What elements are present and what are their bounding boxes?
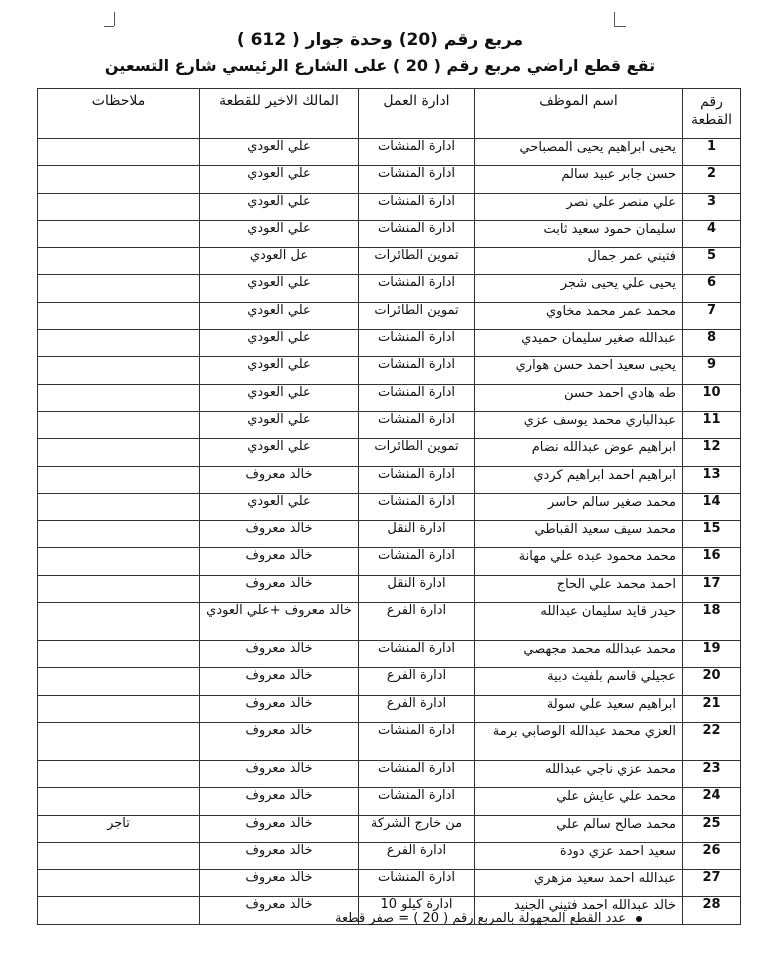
plot-number-cell: 23 [683, 760, 741, 787]
last-owner-cell: خالد معروف [200, 815, 359, 842]
notes-cell [38, 466, 200, 493]
last-owner-cell: علي العودي [200, 302, 359, 329]
last-owner-cell: خالد معروف [200, 870, 359, 897]
plot-number-cell: 25 [683, 815, 741, 842]
employee-name-cell: احمد محمد علي الحاج [475, 575, 683, 602]
plot-number-cell: 6 [683, 275, 741, 302]
employee-name-cell: عبدالباري محمد يوسف عزي [475, 411, 683, 438]
plot-number-cell: 19 [683, 641, 741, 668]
notes-cell [38, 603, 200, 641]
col-last-owner: المالك الاخير للقطعة [200, 89, 359, 139]
employee-name-cell: ابراهيم عوض عبدالله نضام [475, 439, 683, 466]
footnote-text: عدد القطع المجهولة بالمربع رقم ( 20 ) = صفر قطعة [335, 911, 626, 926]
table-row [38, 193, 741, 220]
last-owner-cell: خالد معروف [200, 897, 359, 924]
department-cell: من خارج الشركة [359, 815, 475, 842]
table-row [38, 411, 741, 438]
table-row [38, 722, 741, 760]
employee-name-cell: ابراهيم احمد ابراهيم كردي [475, 466, 683, 493]
last-owner-cell: خالد معروف [200, 641, 359, 668]
last-owner-cell: خالد معروف [200, 695, 359, 722]
department-cell: ادارة كيلو 10 [359, 897, 475, 924]
employee-name-cell: محمد عبدالله محمد مجهصي [475, 641, 683, 668]
last-owner-cell: علي العودي [200, 220, 359, 247]
employee-name-cell: حيدر قايد سليمان عبدالله [475, 603, 683, 641]
department-cell: ادارة المنشات [359, 139, 475, 166]
col-notes: ملاحظات [38, 89, 200, 139]
plot-number-cell: 26 [683, 842, 741, 869]
notes-cell [38, 439, 200, 466]
department-cell: ادارة المنشات [359, 166, 475, 193]
plot-number-cell: 16 [683, 548, 741, 575]
last-owner-cell: خالد معروف [200, 722, 359, 760]
employee-name-cell: طه هادي احمد حسن [475, 384, 683, 411]
notes-cell [38, 330, 200, 357]
plot-number-cell: 22 [683, 722, 741, 760]
employee-name-cell: حسن جابر عبيد سالم [475, 166, 683, 193]
department-cell: ادارة المنشات [359, 220, 475, 247]
plot-number-cell: 10 [683, 384, 741, 411]
employee-name-cell: يحيى سعيد احمد حسن هواري [475, 357, 683, 384]
department-cell: ادارة المنشات [359, 193, 475, 220]
department-cell: ادارة الفرع [359, 842, 475, 869]
last-owner-cell: خالد معروف [200, 548, 359, 575]
notes-cell [38, 275, 200, 302]
employee-name-cell: يحيى ابراهيم يحيى المصباحي [475, 139, 683, 166]
plot-number-cell: 7 [683, 302, 741, 329]
notes-cell [38, 139, 200, 166]
col-employee-name: اسم الموظف [475, 89, 683, 139]
notes-cell [38, 870, 200, 897]
employee-name-cell: محمد صغير سالم حاسر [475, 493, 683, 520]
notes-cell [38, 302, 200, 329]
table-row [38, 842, 741, 869]
employee-name-cell: عبدالله صغير سليمان حميدي [475, 330, 683, 357]
table-row [38, 760, 741, 787]
plot-number-cell: 12 [683, 439, 741, 466]
last-owner-cell: علي العودي [200, 411, 359, 438]
department-cell: ادارة المنشات [359, 411, 475, 438]
department-cell: ادارة المنشات [359, 722, 475, 760]
last-owner-cell: عل العودي [200, 248, 359, 275]
table-row [38, 302, 741, 329]
table-header-row [38, 89, 741, 139]
last-owner-cell: علي العودي [200, 275, 359, 302]
employee-name-cell: محمد عزي ناجي عبدالله [475, 760, 683, 787]
notes-cell [38, 722, 200, 760]
table-body [38, 139, 741, 925]
table-row [38, 330, 741, 357]
notes-cell [38, 788, 200, 815]
employee-name-cell: ابراهيم سعيد علي سولة [475, 695, 683, 722]
table-row [38, 575, 741, 602]
table-row [38, 493, 741, 520]
col-department: ادارة العمل [359, 89, 475, 139]
employee-name-cell: سليمان حمود سعيد ثابت [475, 220, 683, 247]
department-cell: ادارة المنشات [359, 641, 475, 668]
bullet-icon [636, 916, 642, 922]
footnote [300, 911, 642, 926]
department-cell: ادارة المنشات [359, 493, 475, 520]
page-subtitle: تقع قطع اراضي مربع رقم ( 20 ) على الشارع الرئيسي شارع التسعين [104, 56, 656, 75]
employee-name-cell: يحيى علي يحيى شجر [475, 275, 683, 302]
notes-cell [38, 248, 200, 275]
department-cell: ادارة المنشات [359, 384, 475, 411]
department-cell: ادارة النقل [359, 575, 475, 602]
department-cell: ادارة المنشات [359, 357, 475, 384]
last-owner-cell: علي العودي [200, 493, 359, 520]
crop-mark-left [114, 12, 115, 26]
table-row [38, 275, 741, 302]
employee-name-cell: محمد علي عايش علي [475, 788, 683, 815]
department-cell: ادارة المنشات [359, 466, 475, 493]
plot-number-cell: 8 [683, 330, 741, 357]
crop-mark-left-h [104, 26, 114, 27]
last-owner-cell: خالد معروف [200, 575, 359, 602]
notes-cell [38, 842, 200, 869]
notes-cell [38, 193, 200, 220]
department-cell: ادارة الفرع [359, 603, 475, 641]
employee-name-cell: العزي محمد عبدالله الوصابي برمة [475, 722, 683, 760]
employee-name-cell: خالد عبدالله احمد فتيني الجنيد [475, 897, 683, 924]
table-row [38, 466, 741, 493]
last-owner-cell: خالد معروف [200, 842, 359, 869]
last-owner-cell: علي العودي [200, 193, 359, 220]
table-row [38, 439, 741, 466]
notes-cell [38, 695, 200, 722]
plot-number-cell: 11 [683, 411, 741, 438]
plot-number-cell: 14 [683, 493, 741, 520]
last-owner-cell: علي العودي [200, 357, 359, 384]
department-cell: ادارة الفرع [359, 668, 475, 695]
plot-number-cell: 13 [683, 466, 741, 493]
notes-cell [38, 220, 200, 247]
last-owner-cell: خالد معروف [200, 668, 359, 695]
department-cell: ادارة المنشات [359, 275, 475, 302]
table-row [38, 248, 741, 275]
employee-name-cell: علي منصر علي نصر [475, 193, 683, 220]
department-cell: ادارة المنشات [359, 330, 475, 357]
notes-cell [38, 548, 200, 575]
employee-name-cell: عبدالله احمد سعيد مزهري [475, 870, 683, 897]
col-plot-number: رقم القطعة [683, 89, 741, 139]
table-row [38, 521, 741, 548]
plot-number-cell: 2 [683, 166, 741, 193]
notes-cell [38, 897, 200, 924]
employee-name-cell: محمد صالح سالم علي [475, 815, 683, 842]
last-owner-cell: علي العودي [200, 439, 359, 466]
notes-cell: تاجر [38, 815, 200, 842]
plot-number-cell: 1 [683, 139, 741, 166]
last-owner-cell: خالد معروف +علي العودي [200, 603, 359, 641]
table-row [38, 788, 741, 815]
plot-number-cell: 17 [683, 575, 741, 602]
employee-name-cell: فتيني عمر جمال [475, 248, 683, 275]
notes-cell [38, 493, 200, 520]
last-owner-cell: علي العودي [200, 384, 359, 411]
notes-cell [38, 521, 200, 548]
notes-cell [38, 641, 200, 668]
plot-number-cell: 9 [683, 357, 741, 384]
last-owner-cell: خالد معروف [200, 788, 359, 815]
table-row [38, 641, 741, 668]
table-row [38, 384, 741, 411]
department-cell: ادارة المنشات [359, 548, 475, 575]
crop-mark-right [614, 12, 615, 26]
employee-name-cell: محمد محمود عبده علي مهانة [475, 548, 683, 575]
plot-number-cell: 21 [683, 695, 741, 722]
notes-cell [38, 575, 200, 602]
department-cell: ادارة النقل [359, 521, 475, 548]
department-cell: تموين الطائرات [359, 439, 475, 466]
table-row [38, 220, 741, 247]
table-row [38, 870, 741, 897]
notes-cell [38, 668, 200, 695]
employee-name-cell: عجيلي قاسم بلفيث دبية [475, 668, 683, 695]
last-owner-cell: خالد معروف [200, 466, 359, 493]
last-owner-cell: علي العودي [200, 330, 359, 357]
last-owner-cell: علي العودي [200, 166, 359, 193]
department-cell: ادارة المنشات [359, 760, 475, 787]
plot-number-cell: 24 [683, 788, 741, 815]
department-cell: تموين الطائرات [359, 302, 475, 329]
plot-number-cell: 4 [683, 220, 741, 247]
last-owner-cell: علي العودي [200, 139, 359, 166]
crop-mark-right-h [614, 26, 626, 27]
department-cell: ادارة الفرع [359, 695, 475, 722]
employee-name-cell: محمد عمر محمد مخاوي [475, 302, 683, 329]
notes-cell [38, 166, 200, 193]
employee-name-cell: سعيد احمد عزي دودة [475, 842, 683, 869]
plot-number-cell: 15 [683, 521, 741, 548]
table-row [38, 548, 741, 575]
department-cell: ادارة المنشات [359, 870, 475, 897]
table-row [38, 357, 741, 384]
table-row [38, 166, 741, 193]
table-row [38, 668, 741, 695]
plot-number-cell: 27 [683, 870, 741, 897]
plot-number-cell: 5 [683, 248, 741, 275]
last-owner-cell: خالد معروف [200, 760, 359, 787]
notes-cell [38, 411, 200, 438]
plot-number-cell: 3 [683, 193, 741, 220]
plot-number-cell: 28 [683, 897, 741, 924]
department-cell: تموين الطائرات [359, 248, 475, 275]
table-row [38, 603, 741, 641]
plot-number-cell: 18 [683, 603, 741, 641]
employee-name-cell: محمد سيف سعيد القباطي [475, 521, 683, 548]
plot-number-cell: 20 [683, 668, 741, 695]
table-row [38, 139, 741, 166]
page-title: مربع رقم (20) وحدة جوار ( 612 ) [236, 30, 524, 50]
table-row [38, 815, 741, 842]
plots-table [37, 88, 741, 925]
last-owner-cell: خالد معروف [200, 521, 359, 548]
table-row [38, 695, 741, 722]
notes-cell [38, 357, 200, 384]
department-cell: ادارة المنشات [359, 788, 475, 815]
notes-cell [38, 384, 200, 411]
notes-cell [38, 760, 200, 787]
